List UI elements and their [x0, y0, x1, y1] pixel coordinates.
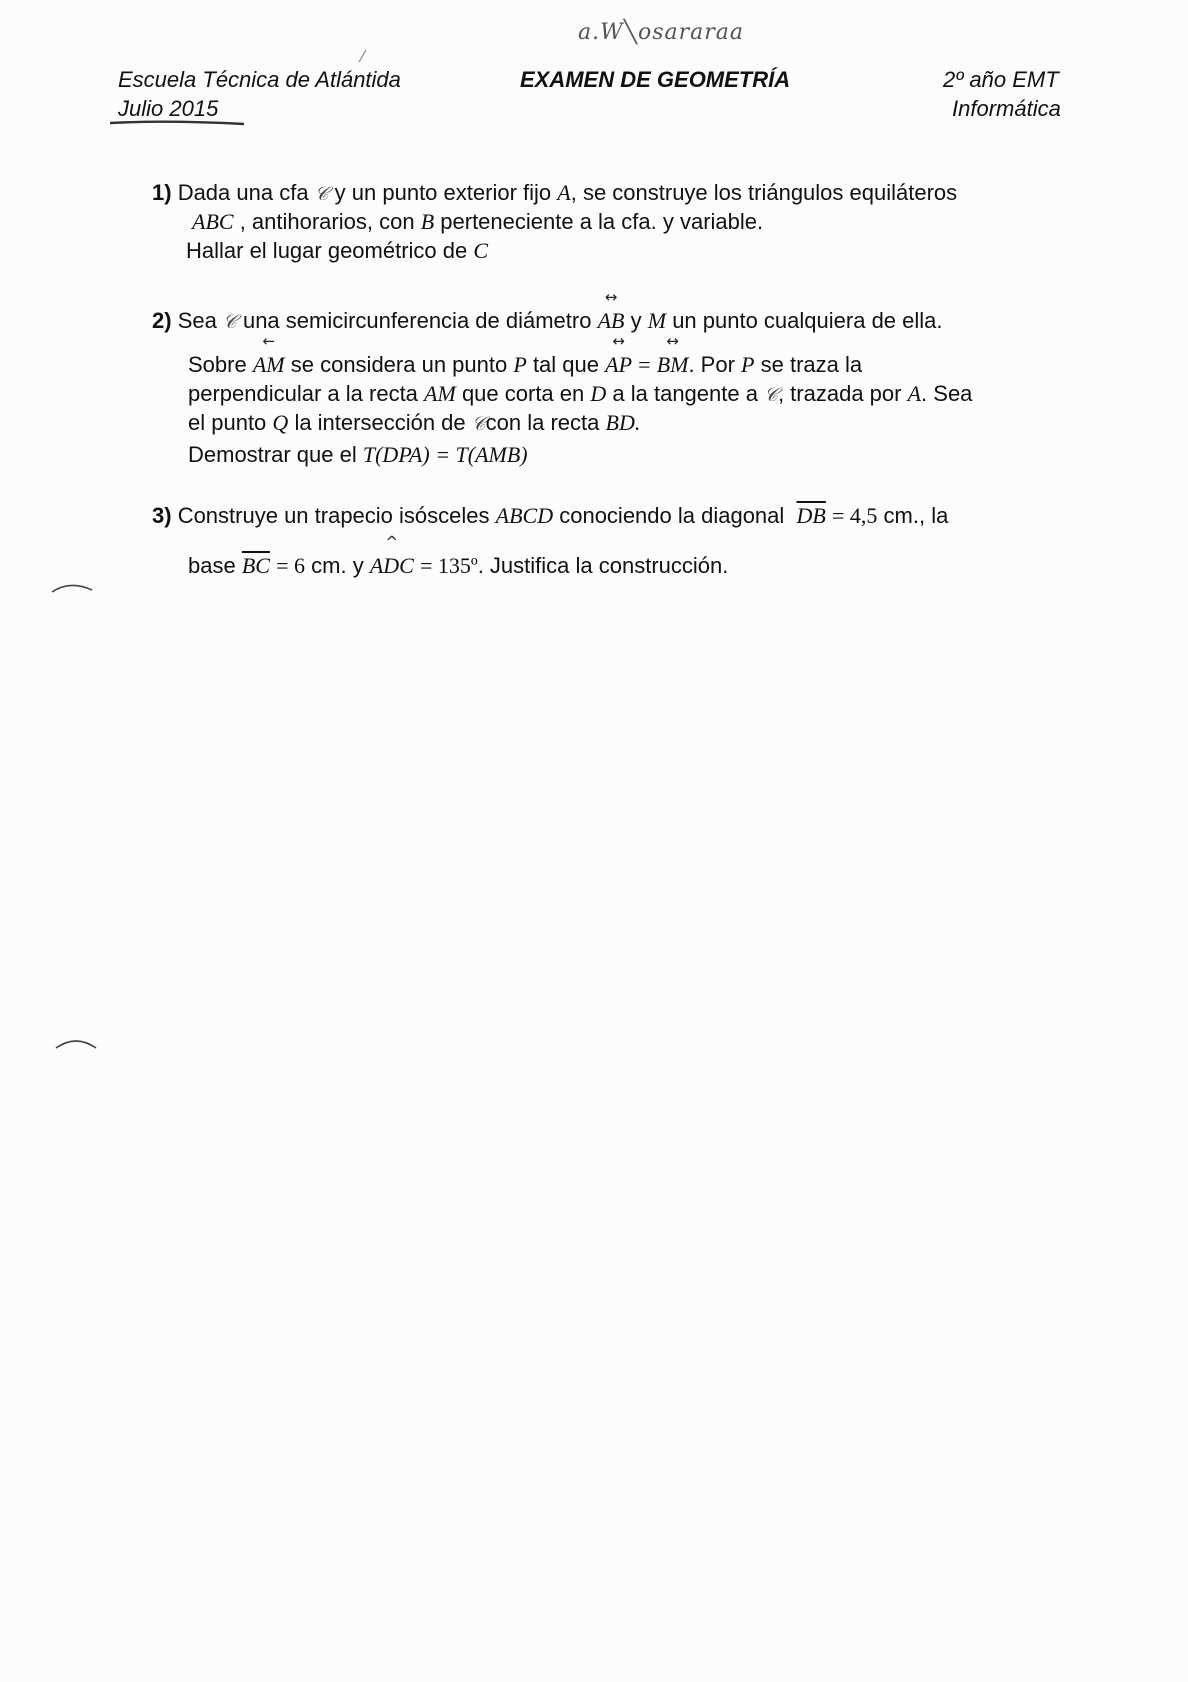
problem-2-line-4: [188, 409, 640, 438]
problem-1-line-1: [152, 179, 957, 208]
problem-3-line-1: [152, 502, 948, 530]
math-value: = 4,5: [831, 503, 878, 528]
text: se considera un punto: [290, 352, 508, 377]
text: base: [188, 553, 236, 578]
text: Construye un trapecio isósceles: [177, 503, 490, 528]
text: Demostrar que el: [188, 442, 357, 467]
text: tal que: [532, 352, 599, 377]
problem-2-line-5: [188, 441, 528, 469]
circle-symbol: 𝒞: [222, 311, 237, 333]
text: y un punto exterior fijo: [334, 180, 552, 205]
math-text: ADC: [369, 553, 414, 578]
problem-3-line-2: [188, 533, 729, 580]
circle-symbol: 𝒞: [764, 384, 778, 406]
text: , trazada por: [777, 381, 902, 406]
hat-icon: ^: [385, 533, 399, 551]
problem-number: 3): [152, 503, 172, 528]
text: cm. y: [311, 553, 364, 578]
text: . Sea: [921, 381, 973, 406]
text: un punto cualquiera de ella.: [672, 308, 943, 333]
text: , antihorarios, con: [239, 209, 415, 234]
text: una semicircunferencia de diámetro: [242, 308, 592, 333]
exam-title: EXAMEN DE GEOMETRÍA: [520, 67, 791, 92]
math-var: P: [513, 352, 527, 377]
problem-number: 2): [152, 308, 172, 333]
handwritten-scribble: a.W╲osararaa: [578, 20, 744, 45]
math-var: A: [907, 381, 922, 406]
math-value: = 6: [276, 553, 306, 578]
math-var: ABCD: [495, 503, 554, 528]
problem-1-line-3: [186, 237, 488, 265]
math-var: D: [590, 381, 607, 406]
double-arrow-icon: ↔: [666, 332, 679, 350]
math-var: [656, 332, 689, 379]
problem-2-line-3: [188, 380, 972, 409]
circle-symbol: 𝒞: [471, 413, 486, 435]
date-underline: [108, 118, 246, 126]
problem-2-line-2: [188, 332, 863, 379]
math-op: =: [638, 352, 651, 377]
math-text: BM: [656, 352, 689, 377]
exam-date: Julio 2015: [118, 96, 219, 121]
punch-hole-arc-top: [50, 578, 94, 594]
double-arrow-icon: ↔: [612, 332, 625, 350]
course-year: 2º año EMT: [943, 67, 1059, 92]
text: la intersección de: [294, 410, 466, 435]
text: se traza la: [760, 352, 863, 377]
problem-1-line-2: [192, 208, 763, 236]
problem-number: 1): [152, 180, 172, 205]
text: y: [630, 308, 642, 333]
math-var: C: [473, 238, 489, 263]
text: con la recta: [485, 410, 600, 435]
text: perteneciente a la cfa. y variable.: [440, 209, 764, 234]
text: , se construye los triángulos equiláteros: [570, 180, 958, 205]
math-segment: $\overline{BC}$: [241, 553, 270, 578]
math-expression: T(DPA) = T(AMB): [362, 442, 528, 467]
math-var: P: [741, 352, 755, 377]
text: que corta en: [461, 381, 585, 406]
text: Sobre: [188, 352, 247, 377]
math-angle: [369, 533, 414, 580]
text: Dada una cfa: [177, 180, 309, 205]
math-var: Q: [272, 410, 289, 435]
text: conociendo la diagonal: [559, 503, 785, 528]
text: Sea: [177, 308, 217, 333]
pencil-tick-mark: [356, 48, 368, 64]
math-var: B: [420, 209, 435, 234]
math-var: A: [557, 180, 571, 205]
math-var: ABC: [192, 209, 234, 234]
school-name: Escuela Técnica de Atlántida: [118, 67, 401, 92]
text: . Por: [688, 352, 735, 377]
math-text: AM: [252, 352, 285, 377]
math-segment: $\overline{DB}$: [796, 503, 826, 528]
math-text: AP: [605, 352, 633, 377]
text: perpendicular a la recta: [188, 381, 418, 406]
math-var: M: [647, 308, 667, 333]
text: a la tangente a: [612, 381, 758, 406]
left-arrow-icon: ←: [262, 332, 276, 350]
double-arrow-icon: ↔: [604, 288, 618, 306]
math-var: BD.: [605, 410, 641, 435]
punch-hole-arc-bottom: [54, 1032, 98, 1052]
math-var: AM: [424, 381, 456, 406]
text: . Justifica la construcción.: [477, 553, 729, 578]
math-var: [597, 288, 625, 335]
text: el punto: [188, 410, 267, 435]
text: Hallar el lugar geométrico de: [186, 238, 468, 263]
circle-symbol: 𝒞: [314, 183, 329, 205]
math-text: AB: [597, 308, 625, 333]
math-value: = 135º: [419, 553, 478, 578]
course-area: Informática: [952, 96, 1061, 121]
text: cm., la: [883, 503, 949, 528]
math-var: [605, 332, 633, 379]
math-var: [252, 332, 285, 379]
